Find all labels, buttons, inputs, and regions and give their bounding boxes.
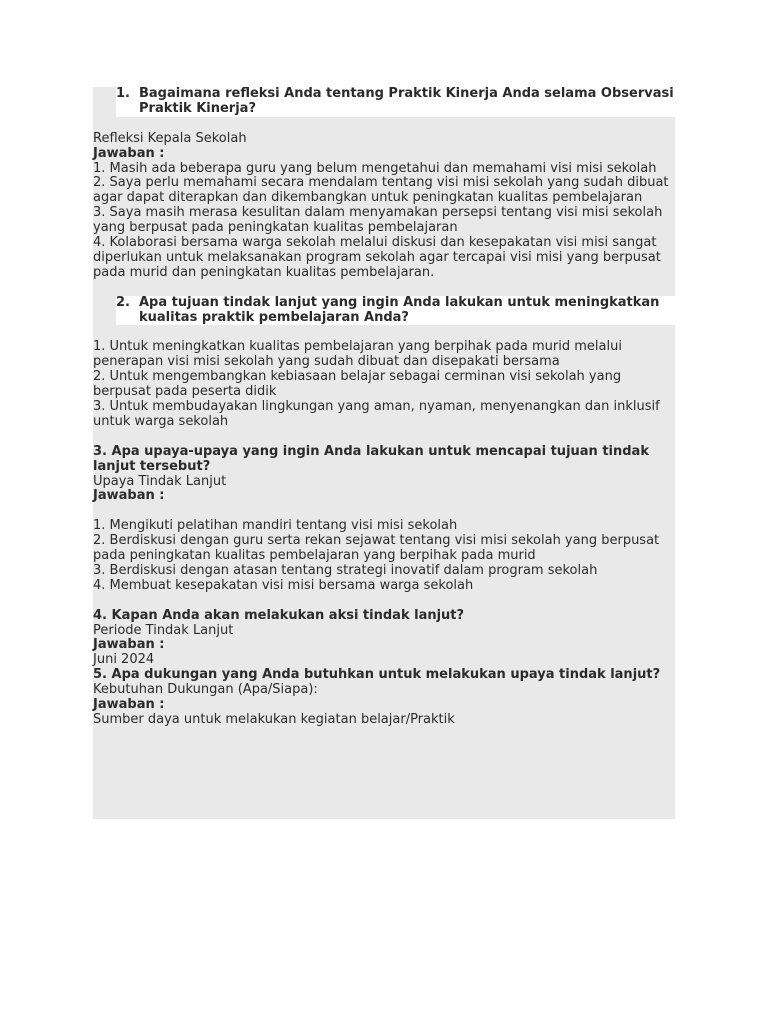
question-4: 4. Kapan Anda akan melakukan aksi tindak lanjut? (93, 607, 465, 623)
q4-jawaban: Jawaban : (93, 637, 165, 653)
q2-answer-2: 2. Untuk mengembangkan kebiasaan belajar sebagai cerminan visi sekolah yang berpusat pada peserta didik (93, 369, 622, 400)
q3-answer-4: 4. Membuat kesepakatan visi misi bersama warga sekolah (93, 577, 474, 593)
q4-label: Periode Tindak Lanjut (93, 622, 234, 638)
question-2-text: Apa tujuan tindak lanjut yang ingin Anda lakukan untuk meningkatkan kualitas praktik pembelajaran Anda? (139, 294, 660, 325)
question-1-text: Bagaimana refleksi Anda tentang Praktik Kinerja Anda selama Observasi Praktik Kinerja? (139, 86, 674, 116)
q5-jawaban: Jawaban : (93, 697, 165, 713)
q3-answer-2: 2. Berdiskusi dengan guru serta rekan sejawat tentang visi misi sekolah yang berpusat pada peningkatan kualitas pembelajaran yang berpihak pada murid (93, 533, 660, 564)
question-5: 5. Apa dukungan yang Anda butuhkan untuk melakukan upaya tindak lanjut? (93, 667, 661, 683)
q5-label: Kebutuhan Dukungan (Apa/Siapa): (93, 682, 318, 698)
question-1 (116, 87, 675, 117)
q2-answer-1: 1. Untuk meningkatkan kualitas pembelajaran yang berpihak pada murid melalui penerapan visi misi sekolah yang sudah dibuat dan disepakati bersama (93, 339, 622, 370)
q3-answer-3: 3. Berdiskusi dengan atasan tentang strategi inovatif dalam program sekolah (93, 562, 598, 578)
q5-answer: Sumber daya untuk melakukan kegiatan belajar/Praktik (93, 711, 455, 727)
q3-label: Upaya Tindak Lanjut (93, 473, 227, 489)
question-1-number: 1. (116, 86, 130, 101)
document-content (93, 87, 675, 728)
q3-answer-1: 1. Mengikuti pelatihan mandiri tentang visi misi sekolah (93, 518, 458, 534)
q1-answer-1: 1. Masih ada beberapa guru yang belum mengetahui dan memahami visi misi sekolah (93, 160, 657, 176)
question-2 (116, 296, 675, 326)
q1-jawaban: Jawaban : (93, 145, 165, 161)
question-3: 3. Apa upaya-upaya yang ingin Anda lakukan untuk mencapai tujuan tindak lanjut tersebut? (93, 443, 649, 474)
q3-jawaban: Jawaban : (93, 488, 165, 504)
q1-answer-4: 4. Kolaborasi bersama warga sekolah melalui diskusi dan kesepakatan visi misi sangat diperlukan untuk melaksanakan program sekolah agar tercapai visi misi yang berpusat pada murid dan peningkatan kualitas pembelajaran. (93, 235, 661, 280)
q1-answer-3: 3. Saya masih merasa kesulitan dalam menyamakan persepsi tentang visi misi sekolah yang berpusat pada peningkatan kualitas pembelajaran (93, 205, 663, 236)
question-2-number: 2. (116, 294, 130, 310)
q4-answer: Juni 2024 (93, 652, 155, 668)
q2-answer-3: 3. Untuk membudayakan lingkungan yang aman, nyaman, menyenangkan dan inklusif untuk warga sekolah (93, 398, 660, 429)
q1-answer-2: 2. Saya perlu memahami secara mendalam tentang visi misi sekolah yang sudah dibuat agar dapat diterapkan dan dikembangkan untuk peningkatan kualitas pembelajaran (93, 175, 669, 206)
q1-label: Refleksi Kepala Sekolah (93, 130, 247, 146)
